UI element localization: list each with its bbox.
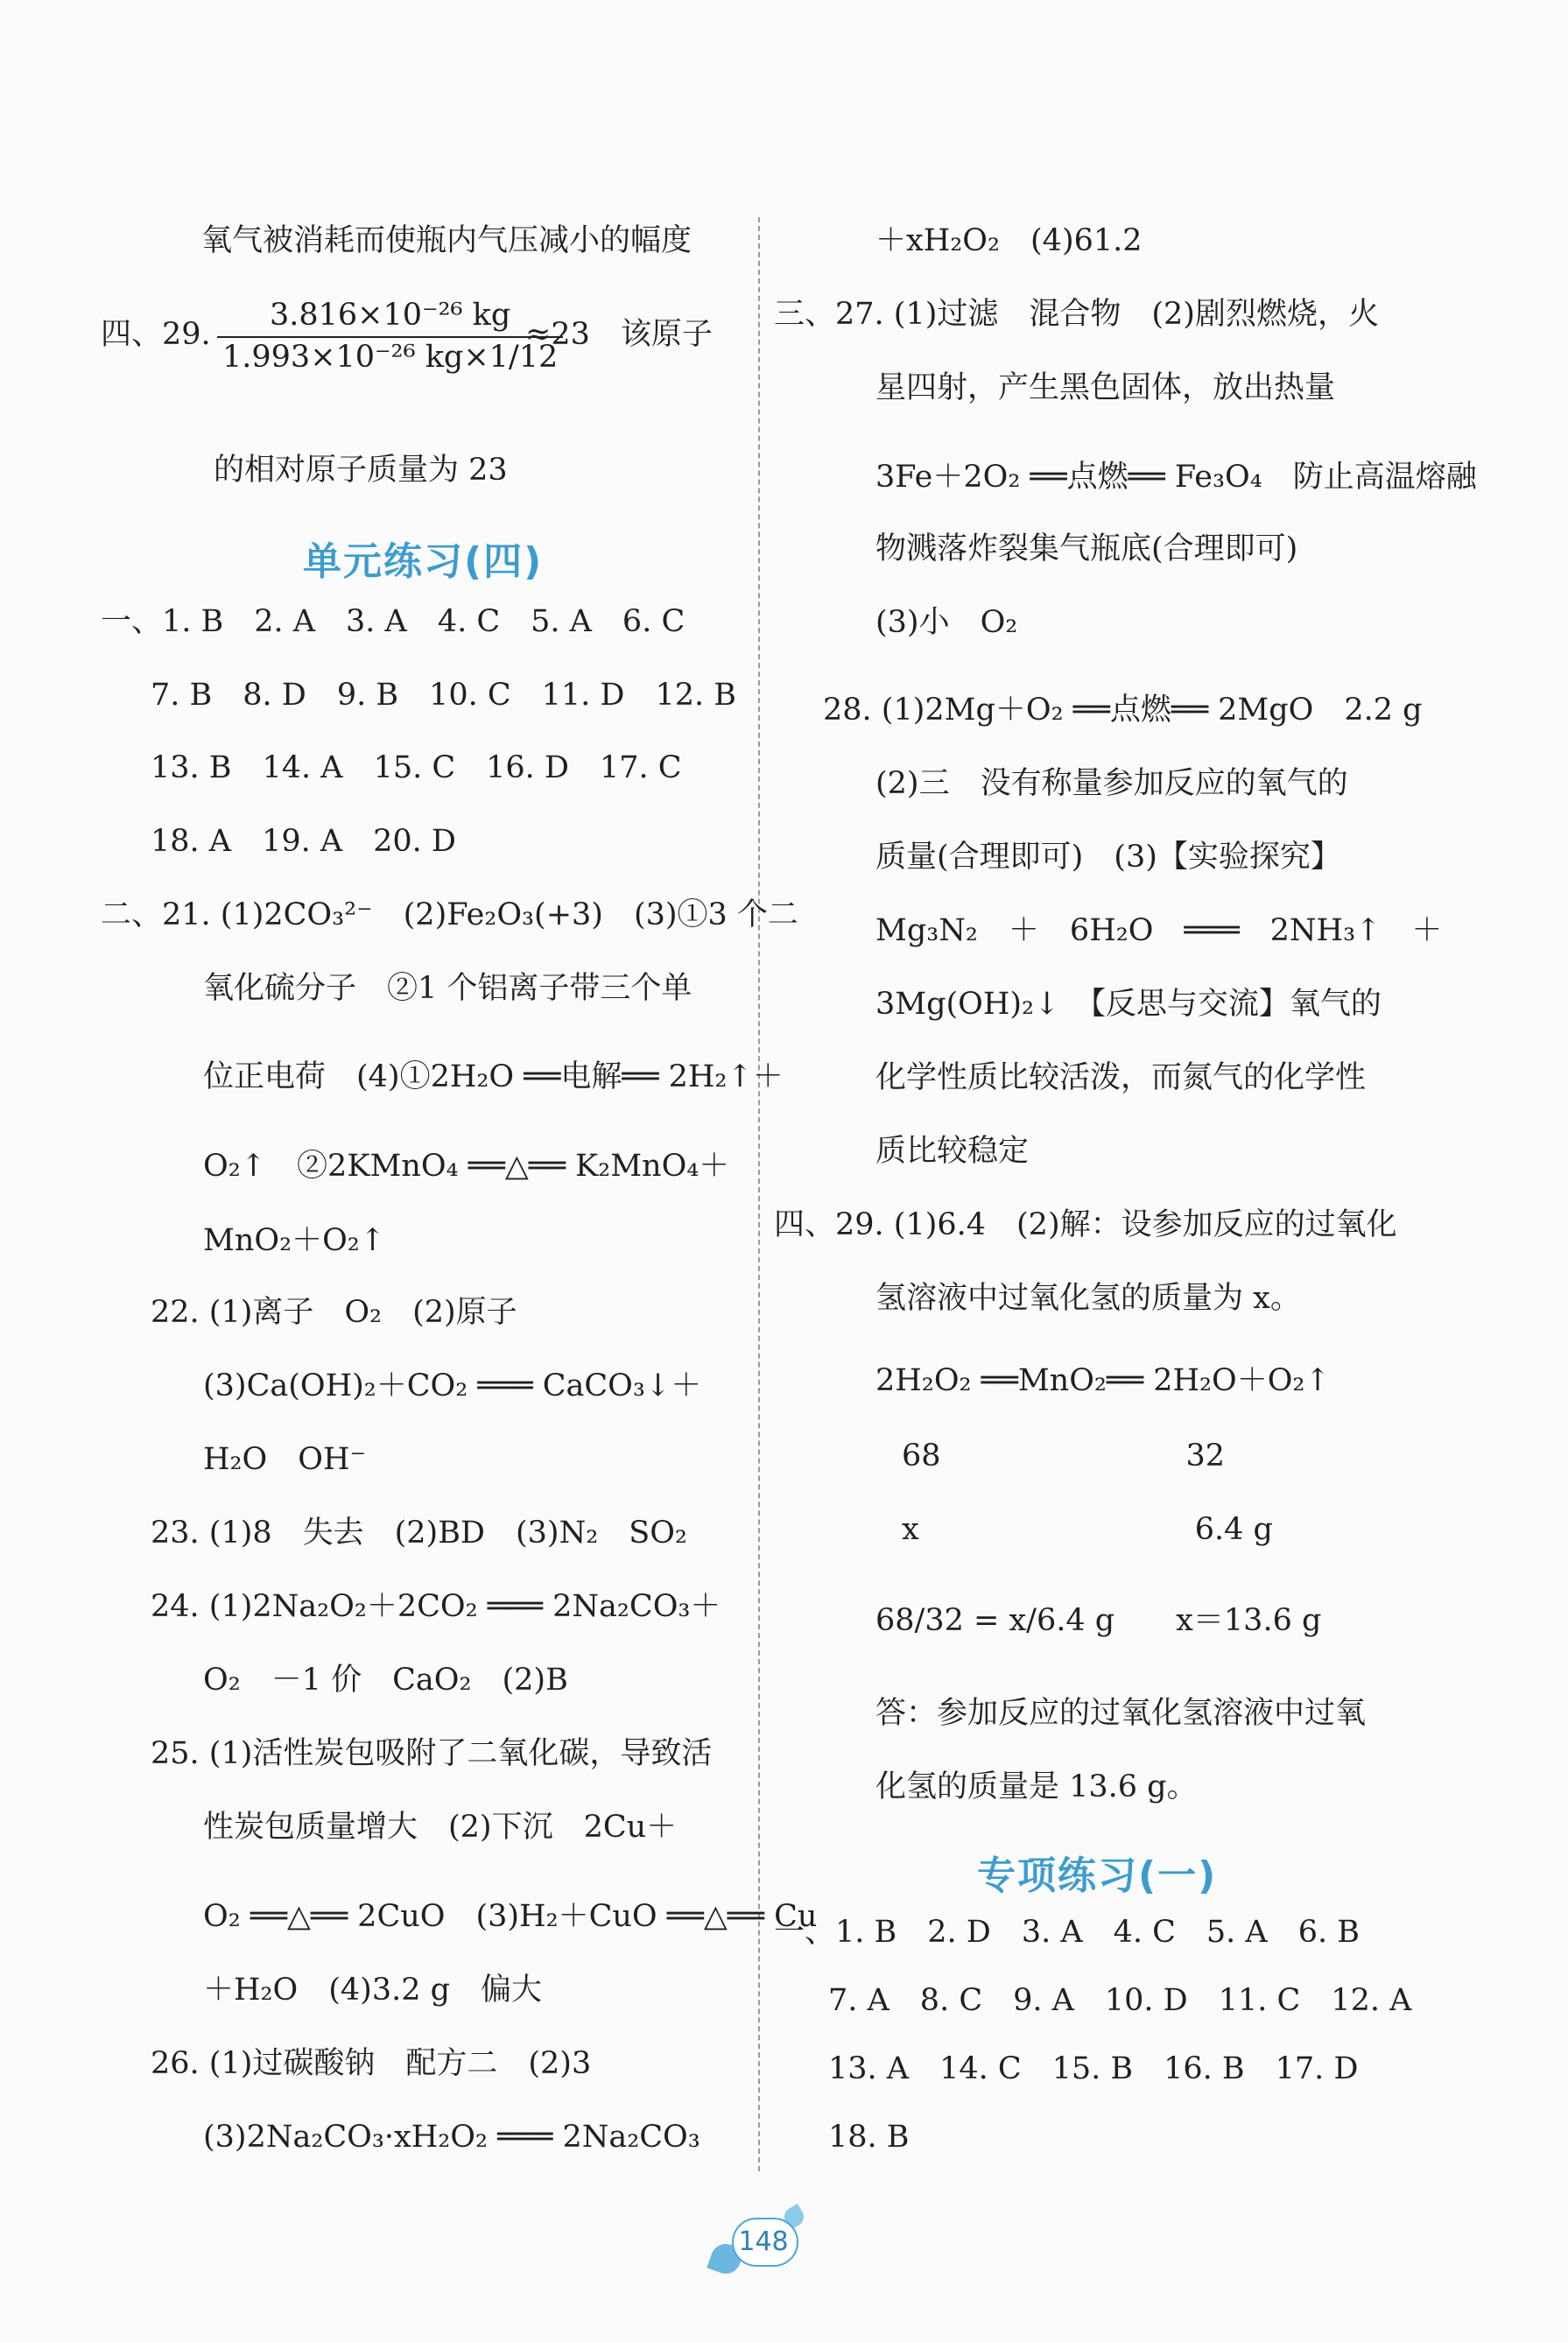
fraction (214, 296, 566, 377)
answer-line: 28. (1)2Mg＋O₂ ══点燃══ 2MgO 2.2 g (823, 693, 1423, 728)
answer-line: 星四射，产生黑色固体，放出热量 (875, 370, 1336, 405)
answer-line: (3)Ca(OH)₂＋CO₂ ═══ CaCO₃↓＋ (203, 1368, 702, 1403)
answer-line: 位正电荷 (4)①2H₂O ══电解══ 2H₂↑＋ (203, 1059, 784, 1094)
answer-line: ＋xH₂O₂ (4)61.2 (875, 223, 1143, 258)
page-number-badge (718, 2211, 797, 2272)
answer-line: 22. (1)离子 O₂ (2)原子 (151, 1295, 517, 1330)
answer-line: 三、27. (1)过滤 混合物 (2)剧烈燃烧，火 (774, 297, 1379, 332)
answer-line: O₂ ══△══ 2CuO (3)H₂＋CuO ══△══ Cu (203, 1899, 818, 1934)
answer-line: 25. (1)活性炭包吸附了二氧化碳，导致活 (151, 1736, 713, 1771)
answer-line: 3Mg(OH)₂↓ 【反思与交流】氧气的 (875, 987, 1382, 1022)
answer-line: 3Fe＋2O₂ ══点燃══ Fe₃O₄ 防止高温熔融 (875, 460, 1477, 495)
answer-line: MnO₂＋O₂↑ (203, 1223, 386, 1258)
section-title: 专项练习(一) (977, 1853, 1218, 1898)
answer-line: 化学性质比较活泼，而氮气的化学性 (875, 1060, 1367, 1095)
answer-line: x 6.4 g (902, 1512, 1273, 1547)
answer-line: 7. B 8. D 9. B 10. C 11. D 12. B (151, 678, 736, 713)
answer-line: (3)小 O₂ (875, 605, 1018, 640)
answer-line: O₂ －1 价 CaO₂ (2)B (203, 1663, 568, 1698)
answer-line: 68 32 (902, 1438, 1226, 1473)
section-title: 单元练习(四) (303, 539, 544, 584)
answer-line: 质量(合理即可) (3)【实验探究】 (875, 840, 1341, 875)
fraction-numerator: 3.816×10⁻²⁶ kg (217, 296, 563, 338)
equation-line: 68/32 = x/6.4 g x＝13.6 g (875, 1603, 1322, 1638)
answer-line: 18. B (828, 2120, 910, 2155)
answer-line: 13. A 14. C 15. B 16. B 17. D (828, 2051, 1359, 2086)
answer-line: 二、21. (1)2CO₃²⁻ (2)Fe₂O₃(+3) (3)①3 个二 (101, 897, 798, 932)
column-divider (758, 217, 761, 2171)
answer-line: 一、1. B 2. A 3. A 4. C 5. A 6. C (101, 604, 686, 639)
page-number: 148 (738, 2226, 789, 2257)
answer-line: 23. (1)8 失去 (2)BD (3)N₂ SO₂ (151, 1516, 687, 1551)
answer-line: 化氢的质量是 13.6 g。 (875, 1769, 1198, 1804)
answer-line: H₂O OH⁻ (203, 1442, 366, 1477)
answer-line: 18. A 19. A 20. D (151, 824, 456, 859)
fraction-denominator: 1.993×10⁻²⁶ kg×1/12 (222, 339, 559, 375)
answer-line: (3)2Na₂CO₃·xH₂O₂ ═══ 2Na₂CO₃ (203, 2120, 700, 2155)
answer-line: 四、29. (1)6.4 (2)解：设参加反应的过氧化 (774, 1207, 1397, 1242)
answer-line: 一、1. B 2. D 3. A 4. C 5. A 6. B (774, 1915, 1360, 1950)
answer-line: 答：参加反应的过氧化氢溶液中过氧 (875, 1696, 1367, 1731)
question-number: 四、29. (101, 317, 211, 352)
text-line: 氧气被消耗而使瓶内气压减小的幅度 (201, 223, 693, 258)
answer-line: ＋H₂O (4)3.2 g 偏大 (203, 1973, 543, 2008)
text-line: ≈23 该原子 (525, 317, 713, 352)
answer-line: 氢溶液中过氧化氢的质量为 x。 (875, 1281, 1301, 1316)
equation-line: 2H₂O₂ ══MnO₂══ 2H₂O＋O₂↑ (875, 1363, 1331, 1398)
answer-line: 24. (1)2Na₂O₂＋2CO₂ ═══ 2Na₂CO₃＋ (151, 1589, 721, 1624)
text-line: 的相对原子质量为 23 (214, 453, 508, 488)
answer-line: 质比较稳定 (875, 1134, 1030, 1169)
answer-line: 氧化硫分子 ②1 个铝离子带三个单 (203, 971, 693, 1006)
answer-line: (2)三 没有称量参加反应的氧气的 (875, 766, 1348, 801)
answer-line: Mg₃N₂ ＋ 6H₂O ═══ 2NH₃↑ ＋ (875, 913, 1443, 948)
answer-line: O₂↑ ②2KMnO₄ ══△══ K₂MnO₄＋ (203, 1149, 730, 1184)
answer-line: 26. (1)过碳酸钠 配方二 (2)3 (151, 2046, 592, 2081)
answer-line: 性炭包质量增大 (2)下沉 2Cu＋ (203, 1810, 678, 1845)
answer-line: 13. B 14. A 15. C 16. D 17. C (151, 750, 682, 785)
answer-line: 7. A 8. C 9. A 10. D 11. C 12. A (828, 1983, 1412, 2018)
answer-line: 物溅落炸裂集气瓶底(合理即可) (875, 531, 1298, 566)
